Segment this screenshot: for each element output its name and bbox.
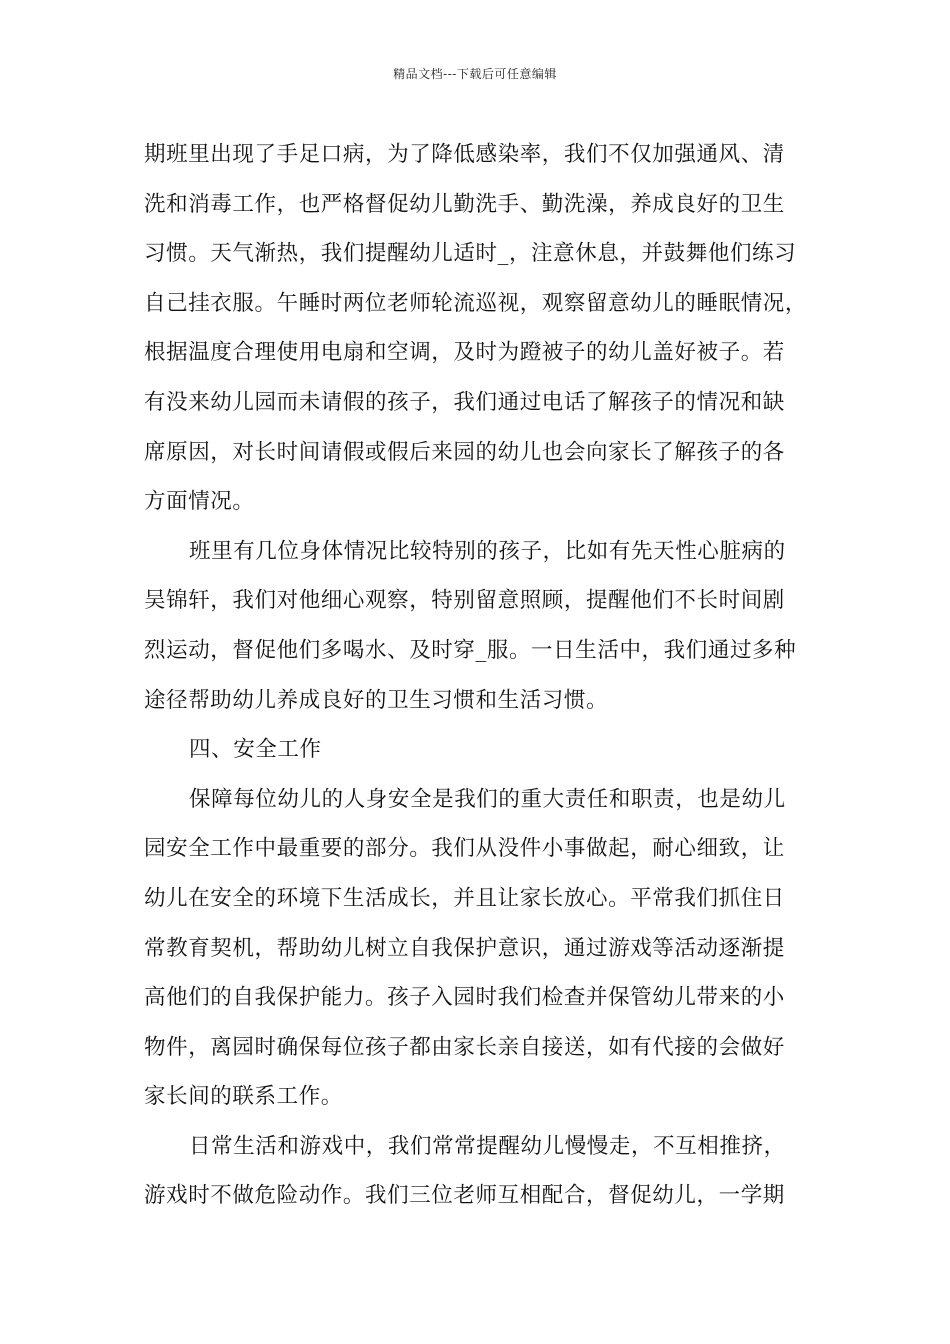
text-line: 自己挂衣服。午睡时两位老师轮流巡视，观察留意幼儿的睡眠情况，	[144, 290, 808, 316]
text-line: 常教育契机，帮助幼儿树立自我保护意识，通过游戏等活动逐渐提	[144, 935, 785, 961]
text-line: 洗和消毒工作，也严格督促幼儿勤洗手、勤洗澡，养成良好的卫生	[144, 191, 785, 217]
text-line: 途径帮助幼儿养成良好的卫生习惯和生活习惯。	[144, 687, 609, 713]
text-line: 吴锦轩，我们对他细心观察，特别留意照顾，提醒他们不长时间剧	[144, 588, 785, 614]
text-line: 习惯。天气渐热，我们提醒幼儿适时_，注意休息，并鼓舞他们练习	[144, 241, 797, 267]
text-line: 期班里出现了手足口病，为了降低感染率，我们不仅加强通风、清	[144, 142, 785, 167]
text-line: 根据温度合理使用电扇和空调，及时为蹬被子的幼儿盖好被子。若	[144, 340, 785, 366]
page-header: 精品文档---下载后可任意编辑	[393, 67, 557, 81]
text-line: 高他们的自我保护能力。孩子入园时我们检查并保管幼儿带来的小	[144, 985, 785, 1011]
text-line: 保障每位幼儿的人身安全是我们的重大责任和职责，也是幼儿	[189, 786, 786, 812]
text-line: 日常生活和游戏中，我们常常提醒幼儿慢慢走，不互相推挤，	[189, 1133, 786, 1159]
text-line: 班里有几位身体情况比较特别的孩子，比如有先天性心脏病的	[189, 538, 786, 564]
text-line: 游戏时不做危险动作。我们三位老师互相配合，督促幼儿，一学期	[144, 1183, 785, 1209]
text-line: 物件，离园时确保每位孩子都由家长亲自接送，如有代接的会做好	[144, 1034, 785, 1060]
text-line: 席原因，对长时间请假或假后来园的幼儿也会向家长了解孩子的各	[144, 439, 785, 465]
text-line: 烈运动，督促他们多喝水、及时穿_服。一日生活中，我们通过多种	[144, 637, 797, 663]
text-line: 四、安全工作	[189, 737, 322, 763]
text-line: 有没来幼儿园而未请假的孩子，我们通过电话了解孩子的情况和缺	[144, 389, 785, 415]
text-line: 方面情况。	[144, 489, 255, 515]
text-line: 家长间的联系工作。	[144, 1084, 343, 1110]
text-line: 幼儿在安全的环境下生活成长，并且让家长放心。平常我们抓住日	[144, 885, 785, 911]
document-body	[144, 130, 824, 1221]
text-line: 园安全工作中最重要的部分。我们从没件小事做起，耐心细致，让	[144, 836, 785, 862]
